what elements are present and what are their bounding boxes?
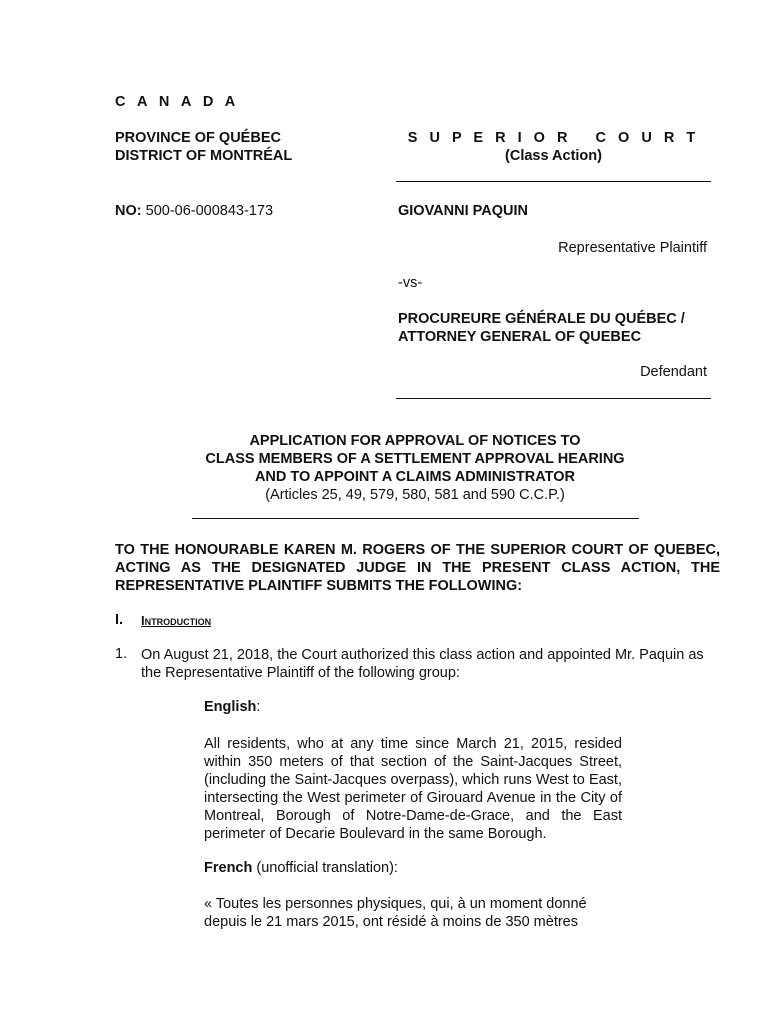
address-to-judge: TO THE HONOURABLE KAREN M. ROGERS OF THE SUPERIOR COURT OF QUEBEC, ACTING AS THE DESIGNATED JUDGE IN THE PRESENT CLASS ACTION, THE REPRESENTATIVE PLAINTIFF SUBMITS THE FOLLOWING: — [115, 542, 720, 594]
french-group-definition: « Toutes les personnes physiques, qui, à un moment donné depuis le 21 mars 2015, ont résidé à moins de 350 mètres — [204, 896, 587, 930]
title-line-2: CLASS MEMBERS OF A SETTLEMENT APPROVAL HEARING — [205, 451, 625, 467]
defendant-name-line2: ATTORNEY GENERAL OF QUEBEC — [398, 329, 642, 345]
caption-divider-bottom — [396, 398, 711, 399]
court-heading: S U P E R I O R C O U R T — [407, 130, 700, 146]
file-number-value: 500-06-000843-173 — [145, 203, 274, 219]
province-label: PROVINCE OF QUÉBEC — [115, 130, 281, 146]
plaintiff-role: Representative Plaintiff — [558, 240, 707, 256]
title-line-3: AND TO APPOINT A CLAIMS ADMINISTRATOR — [254, 469, 576, 485]
english-group-definition: All residents, who at any time since March 21, 2015, resided within 350 meters of that section of the Saint-Jacques Street, (including the Saint-Jacques overpass), which runs West to East, intersecting the West perimeter of Girouard Avenue in the City of Montreal, Borough of Notre-Dame-de-Grace, and the East perimeter of Decarie Boulevard in the same Borough. — [204, 736, 622, 842]
district-label: DISTRICT OF MONTRÉAL — [115, 148, 293, 164]
versus-label: -vs- — [398, 275, 423, 291]
french-label: French — [204, 860, 253, 876]
french-heading — [204, 860, 398, 876]
court-subheading: (Class Action) — [505, 148, 602, 164]
title-articles: (Articles 25, 49, 579, 580, 581 and 590 C.C.P.) — [265, 487, 565, 503]
defendant-name-line1: PROCUREURE GÉNÉRALE DU QUÉBEC / — [398, 311, 685, 327]
english-label: English — [204, 699, 257, 715]
title-line-1: APPLICATION FOR APPROVAL OF NOTICES TO — [249, 433, 581, 449]
caption-divider-top — [396, 181, 711, 182]
english-heading — [204, 699, 260, 715]
title-divider — [192, 518, 639, 519]
french-note: (unofficial translation): — [252, 860, 398, 876]
country-heading: C A N A D A — [115, 94, 240, 110]
plaintiff-name: GIOVANNI PAQUIN — [398, 203, 528, 219]
section-number: I. — [115, 612, 124, 628]
english-colon: : — [256, 699, 261, 715]
section-title: Introduction — [141, 613, 212, 628]
defendant-role: Defendant — [640, 364, 707, 380]
paragraph-number: 1. — [115, 646, 128, 662]
file-number-label: NO: — [115, 203, 142, 219]
file-number — [115, 203, 273, 219]
paragraph-text: On August 21, 2018, the Court authorized this class action and appointed Mr. Paquin as the Representative Plaintiff of the following group: — [141, 647, 704, 681]
